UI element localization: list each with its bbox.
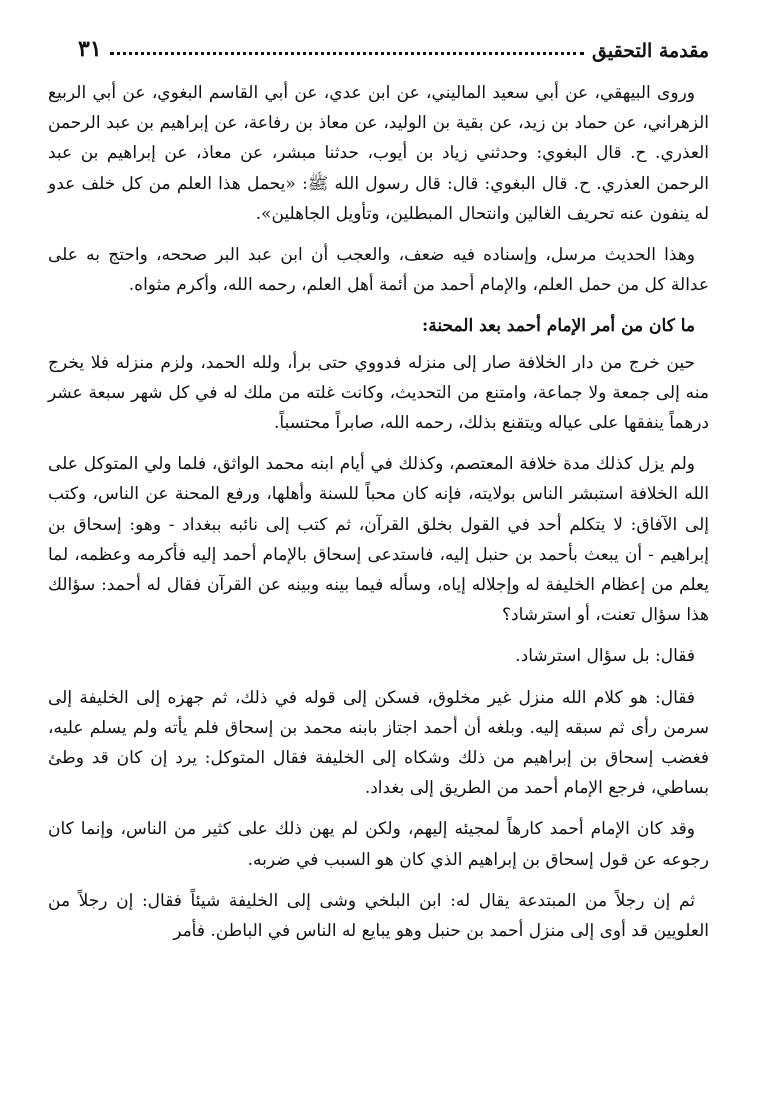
paragraph-hadith-grading: وهذا الحديث مرسل، وإسناده فيه ضعف، والعجب أن ابن عبد البر صححه، واحتج به على عدالة كل من حمل العلم، والإمام أحمد من أئمة أهل العلم، رحمه الله، وأكرم مثواه. bbox=[48, 245, 709, 296]
body-text bbox=[48, 78, 709, 957]
page-number: ٣١ bbox=[78, 36, 102, 62]
running-head bbox=[78, 28, 709, 62]
paragraph-mutawakkil: ولم يزل كذلك مدة خلافة المعتصم، وكذلك في أيام ابنه محمد الواثق، فلما ولي المتوكل على الله الخلافة استبشر الناس بولايته، فإنه كان محباً للسنة وأهلها، ورفع المحنة عن الناس، وكتب إلى الآفاق: لا يتكلم أحد في القول بخلق القرآن، ثم كتب إلى نائبه ببغداد - وهو: إسحاق بن إبراهيم - أن يبعث بأحمد بن حنبل إليه، فاستدعى إسحاق بالإمام أحمد إليه فأكرمه وعظمه، لما يعلم من إعظام الخليفة له وإجلاله إياه، وسأله فيما بينه وبينه عن القرآن فقال له أحمد: سؤالك هذا سؤال تعنت، أو استرشاد؟ bbox=[48, 454, 709, 626]
paragraph-ibn-balkhi: ثم إن رجلاً من المبتدعة يقال له: ابن البلخي وشى إلى الخليفة شيئاً فقال: إن رجلاً من العلويين قد أوى إلى منزل أحمد بن حنبل وهو يبايع له الناس في الباطن. فأمر bbox=[48, 890, 709, 942]
paragraph-quran-uncreated: فقال: هو كلام الله منزل غير مخلوق، فسكن إلى قوله في ذلك، ثم جهزه إلى الخليفة إلى سرمن رأى ثم سبقه إليه. وبلغه أن أحمد اجتاز بابنه محمد بن إسحاق فلم يأته ولم يسلم عليه، فغضب إسحاق بن إبراهيم من ذلك وشكاه إلى الخليفة فقال المتوكل: يرد إن كان قد وطئ بساطي، فرجع الإمام أحمد من الطريق إلى بغداد. bbox=[48, 687, 709, 799]
section-heading: ما كان من أمر الإمام أحمد بعد المحنة: bbox=[421, 316, 695, 337]
running-head-title: مقدمة التحقيق bbox=[592, 40, 709, 62]
paragraph-hadith-chain: وروى البيهقي، عن أبي سعيد الماليني، عن ابن عدي، عن أبي القاسم البغوي، عن أبي الربيع الزهراني، عن حماد بن زيد، عن بقية بن الوليد، عن معاذ بن رفاعة، عن إبراهيم بن عبد الرحمن العذري. ح. قال البغوي: وحدثني زياد بن أيوب، حدثنا مبشر، عن معاذ، عن إبراهيم بن عبد الرحمن العذري. ح. قال البغوي: قال: قال رسول الله ﷺ: «يحمل هذا العلم من كل خلف عدو له ينفون عنه تحريف الغالين وانتحال المبطلين، وتأويل الجاهلين». bbox=[48, 83, 709, 224]
leader-dots bbox=[110, 52, 584, 55]
paragraph-reply: فقال: بل سؤال استرشاد. bbox=[515, 646, 695, 667]
paragraph-reluctance: وقد كان الإمام أحمد كارهاً لمجيئه إليهم، ولكن لم يهن ذلك على كثير من الناس، وإنما كان رجوعه عن قول إسحاق بن إبراهيم الذي كان هو السبب في ضربه. bbox=[48, 819, 709, 870]
paragraph-after-release: حين خرج من دار الخلافة صار إلى منزله فدووي حتى برأ، ولله الحمد، ولزم منزله فلا يخرج منه إلى جمعة ولا جماعة، وامتنع من التحديث، وكانت غلته من ملك له في كل شهر سبعة عشر درهماً ينفقها على عياله ويتقنع بذلك، رحمه الله، صابراً محتسباً. bbox=[48, 352, 709, 434]
